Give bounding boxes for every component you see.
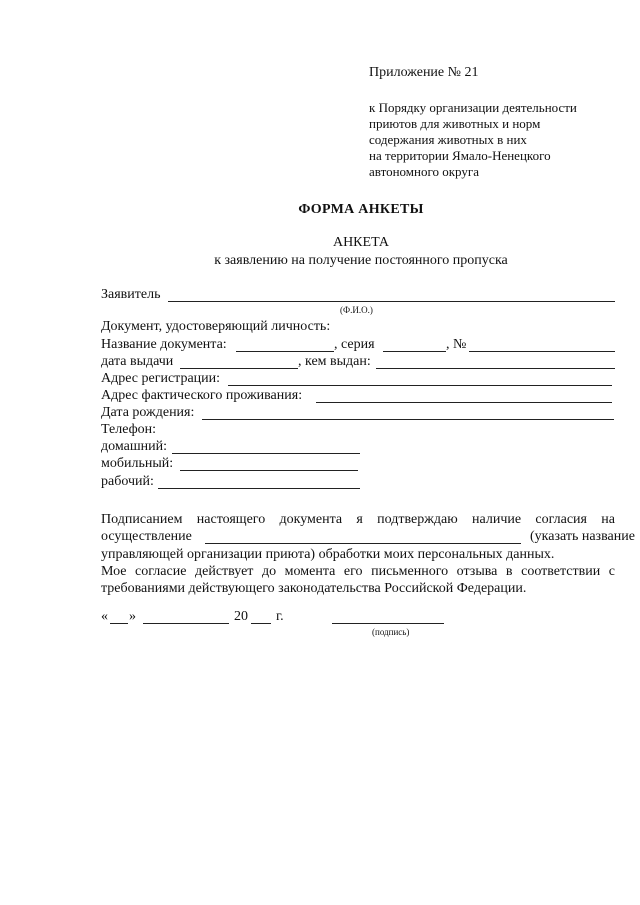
consent-line-2-start: осуществление — [101, 529, 192, 544]
reg-address-input-line[interactable] — [228, 385, 612, 386]
home-phone-label: домашний: — [101, 439, 167, 454]
doc-name-input-line[interactable] — [236, 351, 334, 352]
consent-line-2-end: (указать название — [530, 529, 635, 544]
signature-hint: (подпись) — [372, 627, 410, 637]
anketa-title: АНКЕТА — [332, 235, 390, 250]
signature-input-line[interactable] — [332, 623, 444, 624]
mobile-phone-label: мобильный: — [101, 456, 174, 471]
work-phone-input-line[interactable] — [158, 488, 360, 489]
work-phone-label: рабочий: — [101, 474, 154, 489]
phone-label: Телефон: — [101, 422, 157, 437]
fio-hint: (Ф.И.О.) — [340, 305, 373, 315]
date-open-quote: « — [101, 609, 108, 624]
date-day-input-line[interactable] — [110, 623, 128, 624]
doc-name-label: Название документа: — [101, 337, 227, 352]
date-year-input-line[interactable] — [251, 623, 271, 624]
birth-date-label: Дата рождения: — [101, 405, 195, 420]
consent-line-4: Мое согласие действует до момента его письменного отзыва в соответствии с — [101, 564, 615, 579]
actual-address-label: Адрес фактического проживания: — [101, 388, 303, 403]
issued-by-input-line[interactable] — [376, 368, 615, 369]
consent-line-1: Подписанием настоящего документа я подтверждаю наличие согласия на — [101, 512, 615, 527]
appendix-ref-line-4: на территории Ямало-Ненецкого — [369, 148, 551, 163]
organization-name-input-line[interactable] — [205, 543, 521, 544]
appendix-number: Приложение № 21 — [369, 65, 479, 80]
number-label: , № — [446, 337, 467, 352]
appendix-ref-line-1: к Порядку организации деятельности — [369, 100, 577, 115]
consent-line-5: требованиями действующего законодательства Российской Федерации. — [101, 581, 527, 596]
appendix-ref-line-3: содержания животных в них — [369, 132, 527, 147]
series-input-line[interactable] — [383, 351, 446, 352]
date-close-quote: » — [129, 609, 136, 624]
issue-date-label: дата выдачи — [101, 354, 174, 369]
home-phone-input-line[interactable] — [172, 453, 360, 454]
date-year-prefix: 20 — [234, 609, 248, 624]
applicant-input-line[interactable] — [168, 301, 615, 302]
date-year-suffix: г. — [276, 609, 284, 624]
applicant-label: Заявитель — [101, 287, 161, 302]
appendix-ref-line-2: приютов для животных и норм — [369, 116, 541, 131]
date-month-input-line[interactable] — [143, 623, 229, 624]
issued-by-label: , кем выдан: — [298, 354, 371, 369]
form-title: ФОРМА АНКЕТЫ — [298, 202, 424, 217]
birth-date-input-line[interactable] — [202, 419, 614, 420]
actual-address-input-line[interactable] — [316, 402, 612, 403]
mobile-phone-input-line[interactable] — [180, 470, 358, 471]
number-input-line[interactable] — [469, 351, 615, 352]
anketa-subtitle: к заявлению на получение постоянного пропуска — [214, 253, 508, 268]
series-label: , серия — [334, 337, 375, 352]
consent-line-3: управляющей организации приюта) обработки моих персональных данных. — [101, 547, 555, 562]
issue-date-input-line[interactable] — [180, 368, 298, 369]
reg-address-label: Адрес регистрации: — [101, 371, 221, 386]
id-document-label: Документ, удостоверяющий личность: — [101, 319, 331, 334]
appendix-ref-line-5: автономного округа — [369, 164, 479, 179]
